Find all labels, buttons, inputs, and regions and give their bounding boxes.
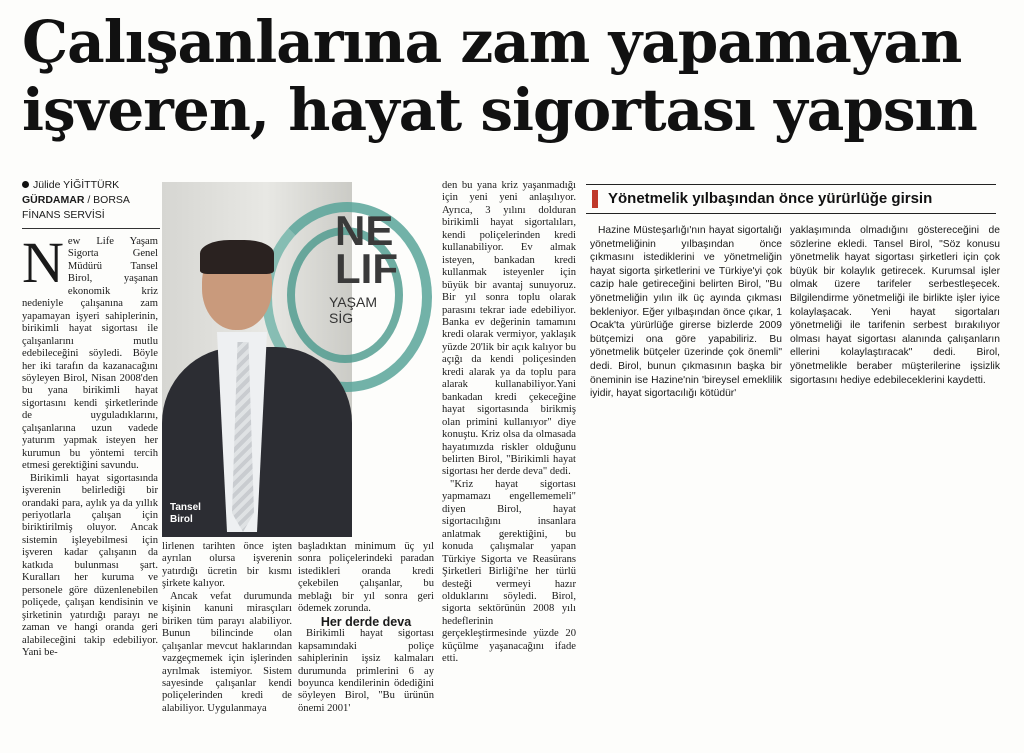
byline-service: FİNANS SERVİSİ	[22, 209, 105, 221]
article-column-2	[162, 541, 292, 715]
photo-caption-line-1: Tansel	[170, 502, 201, 513]
drop-cap: N	[22, 230, 64, 295]
sidebar-title: Yönetmelik yılbaşından önce yürürlüğe girsin	[608, 190, 933, 207]
accent-bar	[592, 190, 598, 208]
article-column-4	[442, 180, 576, 666]
byline-author: Jülide YİĞİTTÜRK	[33, 179, 120, 191]
byline	[22, 178, 162, 223]
person-hair	[200, 240, 274, 274]
headline: Çalışanlarına zam yapamayan işveren, hayat sigortası yapsın	[22, 8, 977, 144]
company-logo-text: NE LIF	[335, 207, 398, 292]
portrait-photo	[162, 182, 398, 534]
sidebar-column-1	[590, 224, 782, 401]
sidebar-paragraph-2: yaklaşımında olmadığını göstereceğini de sözlerine ekledi. Tansel Birol, "Söz konusu yönetmelik hayat sigortası şirketleri için çok büyük bir kolaylık getirecek. Kurumsal işler olmak üzere tarifeler serbestleşecek. Bilgilendirme yönetmeliği ile birlikte işler iyice kolaylaşacak. Yeni hayat sigortaları yönetmeliği ile tarifenin serbest bırakılıyor olması hayat sigortası alanında çalışanların ellerini kolaylaştıracak" dedi. Birol, yönetmelikle beraber müşterilerine işsizlik sigortasını hediye edebileceklerini kaydetti.	[790, 225, 1000, 386]
col2b-paragraph-1: başladıktan minimum üç yıl sonra poliçelerindeki paradan istedikleri oranda kredi çekebilen çalışanlar, bu meblağı bir yıl sonra geri ödemek zorunda.	[298, 541, 434, 615]
col2-paragraph-2: Ancak vefat durumunda kişinin kanuni mirasçıları biriken tüm parayı alabiliyor. Bunun bilincinde olan çalışanlar mevcut haklarından vazgeçmemek için işlerinden ayrılmak istemiyor. Sistem sayesinde çalışanlar kendi poliçelerinden kredi de alabiliyor. Uygulanmaya	[162, 590, 292, 714]
article-column-1	[22, 230, 158, 659]
byline-divider	[22, 228, 160, 229]
col2-paragraph-1: lirlenen tarihten önce işten ayrılan olursa işverenin yatırdığı ücretin bir kısmı şirkete kalıyor.	[162, 541, 292, 590]
sidebar-title-bar	[586, 184, 996, 214]
sidebar-paragraph-1: Hazine Müsteşarlığı'nın hayat sigortalığı yönetmeliğinin yılbaşından önce çıkmasını istediklerini ve yönetmeliğin hayat sigorta şirketlerini ve Türkiye'yi çok cazip hale getireceğini belirten Birol, "Bu yönetmeliğin yılın ilk üç ayında çıkması bekleniyor. Eğer yılbaşından önce çıkar, 1 Ocak'ta yürürlüğe girerse bizlerde 2009 bütçemizi ona göre yapabiliriz. Bu yönetmelik bütçeler üzerinde çok önemli" dedi. Birol, bunun çıkmasının başka bir öneminin ise Hazine'nin 'bireysel emeklilik iyidir, hayat sigortacılığı kötüdür'	[590, 225, 782, 400]
subheading: Her derde deva	[320, 614, 412, 629]
col1-paragraph-1: ew Life Yaşam Sigorta Genel Müdürü Tansel Birol, yaşanan ekonomik kriz nedeniyle çalışanına zam yapamayan işyeri sahiplerinin, birikimli hayat sigortası ile çalışanlarını mutlu edebileceğini söyledi. Böyle her iki tarafın da kazanacağını söyleyen Birol, Nisan 2008'den bu yana birikimli hayat sigortasını kendi şirketlerinde de uyguladıklarını, çalışanlarına uzun vadede yaturım yapmak isteyen her kurumun bu yöntemi tercih etmesi gerektiğini savundu.	[22, 236, 158, 472]
col1-paragraph-2: Birikimli hayat sigortasında işverenin belirlediği bir orandaki para, aylık ya da yıllık periyotlarla çalışan için biriktirilmiş oluyor. Ancak sistemin işleyebilmesi için işveren kadar çalışanın da katkıda bulunması şart. Kuralları her kuruma ve personele göre düzenlenebilen poliçede, çalışan kendisinin ve şirketinin yatırdığı parayı ne zaman ve hangi oranda geri alabileceğini takip edebiliyor. Yani be-	[22, 472, 158, 658]
byline-desk: / BORSA	[84, 194, 130, 206]
bullet-icon	[22, 181, 29, 188]
col3-paragraph-2: "Kriz hayat sigortası yapmamazı engellememeli" diyen Birol, hayat sigortacılığını insanlara anlatmak gerektiğini, bu konuda çalışmalar yapan Türkiye Sigorta ve Reasürans Şirketleri Birliği'ne her türlü desteği vermeyi hazır olduklarını söyledi. Birol, sigorta sektörünün 2008 yılı hedeflerinin gerçekleştirmesinde yüzde 20 küçülme yaşanacağını ifade etti.	[442, 478, 576, 665]
col2b-paragraph-2: Birikimli hayat sigortası kapsamındaki poliçe sahiplerinin işsiz kalmaları durumunda primlerini 6 ay boyunca kendilerinin ödediğini söyleyen Birol, "Bu ürünün önemi 2001'	[298, 628, 434, 714]
col3-paragraph-1: den bu yana kriz yaşanmadığı için yeni yeni anlaşılıyor. Ayrıca, 3 yılını dolduran birikimli hayat sigortalıları, kendi poliçelerinden kredi kullanabiliyor. Ev almak isteyen, bankadan kredi kullanmak isteyenler için büyük bir avantaj sunuyoruz. Bir yıl sonra toplu olarak parasını tekrar iade edebiliyor. Banka ev değerinin tamamını kredi olarak vermiyor, yaklaşık yüzde 20'lik bir açık kalıyor bu açığı da kendi poliçesinden kredi alarak ya da toplu para alarak kullanabiliyor.Yani bankadan kredi çekeceğine hayat sigortasında birikmiş olan primini kullanıyor" diye konuştu. Kriz olsa da olmasada hayatımızda riskler olduğunu belirten Birol, "Birikimli hayat sigortası her derde deva" dedi.	[442, 180, 576, 478]
article-column-3	[298, 541, 434, 715]
photo-caption-line-2: Birol	[170, 514, 193, 525]
company-logo-subtext: YAŞAM SİG	[329, 294, 377, 326]
sidebar-column-2	[790, 224, 1000, 387]
byline-author-surname: GÜRDAMAR	[22, 194, 85, 206]
photo-caption	[170, 502, 201, 526]
